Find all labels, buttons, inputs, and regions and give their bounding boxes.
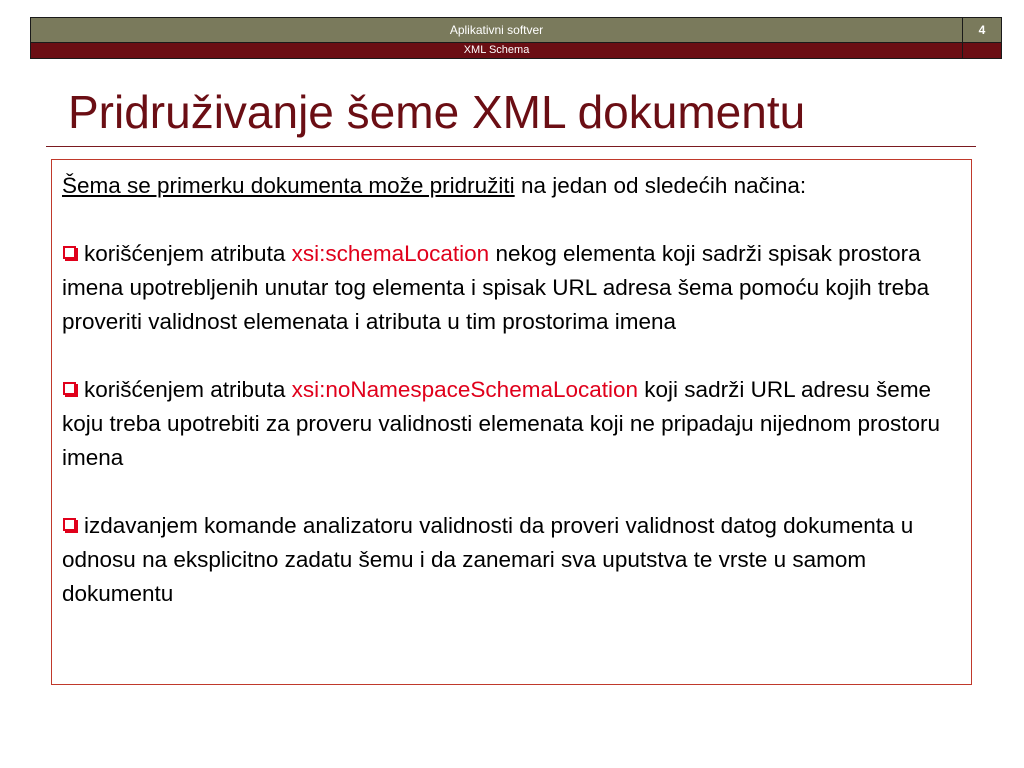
square-bullet-icon bbox=[63, 246, 76, 259]
bullet-3-text: izdavanjem komande analizatoru validnosti da proveri validnost datog dokumenta u odnosu na eksplicitno zadatu šemu i da zanemari sva uputstva te vrste u samom dokumentu bbox=[62, 513, 914, 606]
bullet-2-attribute: xsi:noNamespaceSchemaLocation bbox=[291, 377, 639, 402]
bullet-2-suffix: koji sadrži URL adresu šeme koju treba upotrebiti za proveru validnosti elemenata koji ne pripadaju nijednom prostoru imena bbox=[62, 377, 941, 470]
bullet-1-suffix: nekog elementa koji sadrži spisak prostora imena upotrebljenih unutar tog elementa i spisak URL adresa šema pomoću kojih treba proveriti validnost elemenata i atributa u tim prostorima imena bbox=[62, 241, 930, 334]
bullet-item-2 bbox=[62, 373, 961, 475]
intro-rest: na jedan od sledećih načina: bbox=[514, 173, 807, 198]
header-course-bar bbox=[30, 17, 1002, 43]
title-divider bbox=[46, 146, 976, 147]
page-number: 4 bbox=[962, 18, 1001, 42]
bullet-1-attribute: xsi:schemaLocation bbox=[291, 241, 490, 266]
bullet-2-prefix: korišćenjem atributa bbox=[84, 377, 292, 402]
bullet-item-1 bbox=[62, 237, 961, 339]
spacer bbox=[62, 339, 961, 373]
bullet-1-prefix: korišćenjem atributa bbox=[84, 241, 292, 266]
spacer bbox=[62, 203, 961, 237]
bullet-item-3 bbox=[62, 509, 961, 611]
section-title: XML Schema bbox=[463, 44, 530, 56]
content-box bbox=[51, 159, 972, 685]
course-title: Aplikativni softver bbox=[449, 23, 544, 37]
square-bullet-icon bbox=[63, 382, 76, 395]
spacer bbox=[62, 475, 961, 509]
intro-underlined: Šema se primerku dokumenta može pridružiti bbox=[62, 173, 515, 198]
square-bullet-icon bbox=[63, 518, 76, 531]
header-section-bar bbox=[30, 42, 1002, 59]
intro-paragraph bbox=[62, 169, 961, 203]
slide-title: Pridruživanje šeme XML dokumentu bbox=[68, 86, 806, 138]
header-blank-cell bbox=[962, 43, 1001, 58]
